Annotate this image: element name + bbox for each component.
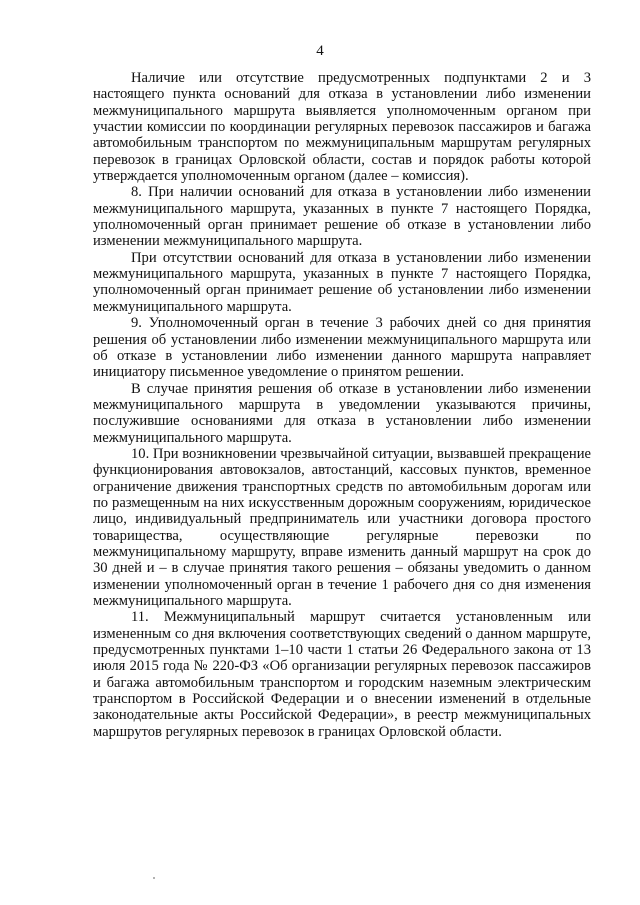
paragraph-item-10-emergency: 10. При возникновении чрезвычайной ситуации, вызвавшей прекращение функционирования автовокзалов, автостанций, кассовых пунктов, временное ограничение движения транспортных средств по автомобильным дорогам или по размещенным на них искусственным дорожным сооружениям, юридическое лицо, индивидуальный предприниматель или участники договора простого товарищества, осуществляющие регулярные перевозки по межмуниципальному маршруту, вправе изменить данный маршрут на срок до 30 дней и – в случае принятия такого решения – обязаны уведомить о данном изменении уполномоченный орган в течение 1 рабочего дня со дня изменения межмуниципального маршрута. bbox=[93, 445, 591, 609]
document-body bbox=[93, 70, 591, 740]
page-number: 4 bbox=[316, 43, 324, 59]
paragraph-item-8-approval: При отсутствии оснований для отказа в установлении либо изменении межмуниципального маршрута, указанных в пункте 7 настоящего Порядка, уполномоченный орган принимает решение об установлении либо изменении межмуниципального маршрута. bbox=[93, 249, 591, 315]
paragraph-item-9-notice: 9. Уполномоченный орган в течение 3 рабочих дней со дня принятия решения об установлении либо изменении межмуниципального маршрута или об отказе в установлении либо изменении данного маршрута направляет инициатору письменное уведомление о принятом решении. bbox=[93, 315, 591, 381]
paragraph-item-8-refusal: 8. При наличии оснований для отказа в установлении либо изменении межмуниципального маршрута, указанных в пункте 7 настоящего Порядка, уполномоченный орган принимает решение об отказе в установлении либо изменении межмуниципального маршрута. bbox=[93, 184, 591, 250]
scan-speck bbox=[153, 877, 155, 879]
paragraph-item-11-registry: 11. Межмуниципальный маршрут считается установленным или измененным со дня включения соответствующих сведений о данном маршруте, предусмотренных пунктами 1–10 части 1 статьи 26 Федерального закона от 13 июля 2015 года № 220-ФЗ «Об организации регулярных перевозок пассажиров и багажа автомобильным транспортом и городским наземным электрическим транспортом в Российской Федерации и о внесении изменений в отдельные законодательные акты Российской Федерации», в реестр межмуниципальных маршрутов регулярных перевозок в границах Орловской области. bbox=[93, 609, 591, 740]
paragraph-item-9-reasons: В случае принятия решения об отказе в установлении либо изменении межмуниципального маршрута в уведомлении указываются причины, послужившие основаниями для отказа в установлении либо изменении межмуниципального маршрута. bbox=[93, 380, 591, 446]
paragraph-grounds-review: Наличие или отсутствие предусмотренных подпунктами 2 и 3 настоящего пункта оснований для отказа в установлении либо изменении межмуниципального маршрута выявляется уполномоченным органом при участии комиссии по координации регулярных перевозок пассажиров и багажа автомобильным транспортом по межмуниципальным маршрутам регулярных перевозок в границах Орловской области, состав и порядок работы которой утверждается уполномоченным органом (далее – комиссия). bbox=[93, 70, 591, 185]
